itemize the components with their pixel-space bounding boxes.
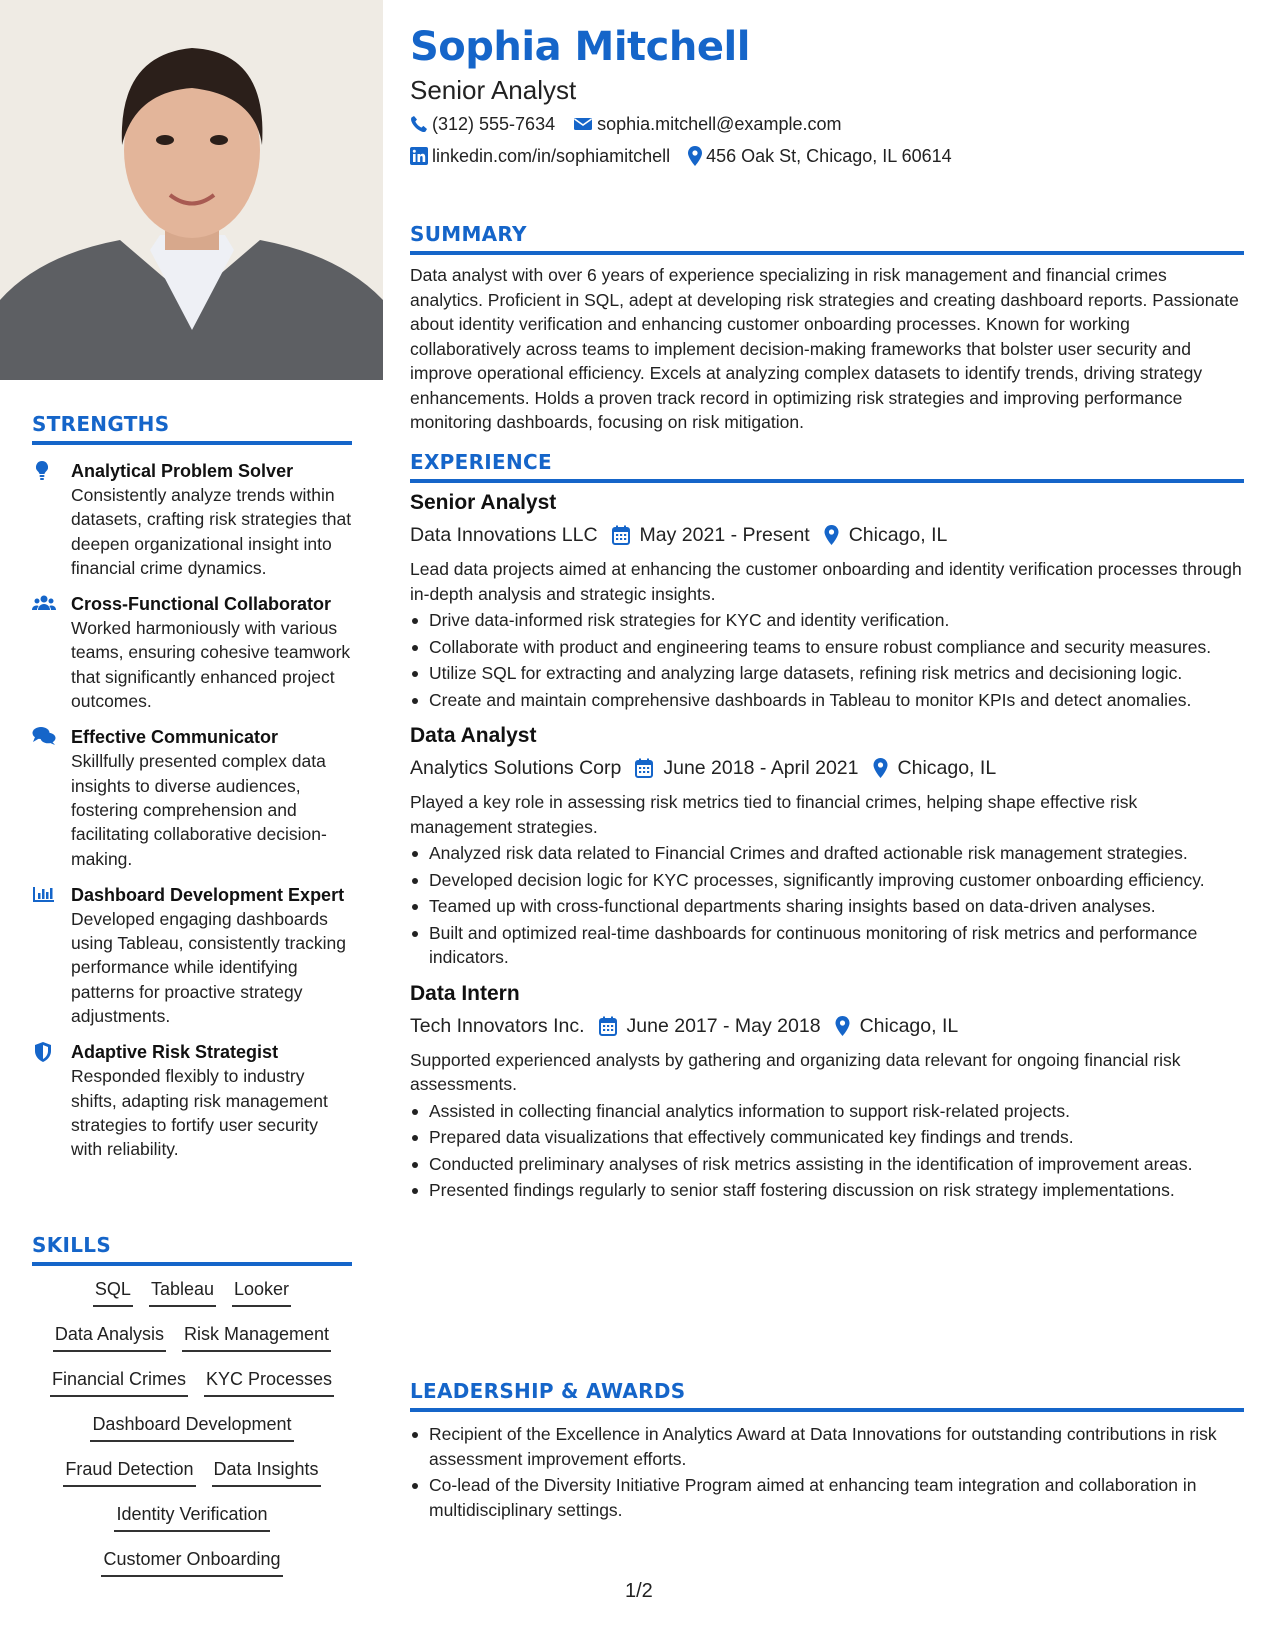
job-description: Lead data projects aimed at enhancing the customer onboarding and identity verification processes through in-depth analysis and strategic insights. — [410, 559, 1242, 604]
job-dates: May 2021 - Present — [639, 524, 810, 546]
strength-item — [32, 1040, 352, 1161]
strength-title: Adaptive Risk Strategist — [71, 1042, 279, 1063]
strength-item — [32, 725, 352, 870]
job-entry — [410, 980, 1244, 1203]
strength-description: Skillfully presented complex data insights to diverse audiences, fostering comprehension and facilitating collaborative decision-making. — [71, 751, 327, 869]
leadership-heading: LEADERSHIP & AWARDS — [410, 1379, 686, 1403]
skill-row — [32, 1368, 352, 1413]
job-title: Senior Analyst — [410, 491, 557, 514]
list-item: Recipient of the Excellence in Analytics Award at Data Innovations for outstanding contributions in risk assessment improvement efforts. — [410, 1422, 1244, 1471]
job-bullets — [410, 841, 1244, 970]
address-text: 456 Oak St, Chicago, IL 60614 — [706, 146, 952, 166]
skill-tag: Customer Onboarding — [101, 1548, 282, 1577]
skill-tag: Looker — [232, 1278, 291, 1307]
skill-tag: Fraud Detection — [63, 1458, 195, 1487]
job-meta — [410, 521, 1244, 549]
strength-description: Developed engaging dashboards using Tableau, consistently tracking performance while identifying patterns for proactive strategy adjustments. — [71, 908, 346, 1027]
skills-list — [32, 1278, 352, 1593]
strength-description: Consistently analyze trends within datasets, crafting risk strategies that deepen organizational insight into financial crime dynamics. — [71, 485, 352, 578]
job-description: Supported experienced analysts by gathering and organizing data relevant for ongoing financial risk assessments. — [410, 1049, 1181, 1094]
calendar-icon — [635, 758, 653, 778]
list-item: Co-lead of the Diversity Initiative Program aimed at enhancing team integration and collaboration in multidisciplinary settings. — [410, 1473, 1244, 1522]
map-pin-icon — [688, 146, 702, 166]
experience-section — [410, 450, 1244, 1203]
list-item: Drive data-informed risk strategies for KYC and identity verification. — [410, 608, 1244, 633]
section-divider — [32, 1262, 352, 1266]
job-dates: June 2018 - April 2021 — [663, 757, 859, 779]
skill-tag: Data Insights — [212, 1458, 321, 1487]
list-item: Presented findings regularly to senior staff fostering discussion on risk strategy implementations. — [410, 1178, 1244, 1203]
experience-heading: EXPERIENCE — [410, 450, 552, 474]
skill-tag: SQL — [93, 1278, 133, 1307]
summary-section — [410, 222, 1244, 435]
job-bullets — [410, 1099, 1244, 1203]
skill-tag: Dashboard Development — [90, 1413, 293, 1442]
linkedin-contact[interactable] — [410, 144, 670, 168]
job-dates: June 2017 - May 2018 — [626, 1014, 821, 1037]
list-item: Analyzed risk data related to Financial Crimes and drafted actionable risk management strategies. — [410, 841, 1244, 866]
skill-tag: Tableau — [149, 1278, 216, 1307]
profile-photo — [0, 0, 383, 380]
job-entry — [410, 489, 1244, 712]
contact-row — [410, 112, 841, 136]
contact-row — [410, 144, 952, 168]
linkedin-text[interactable]: linkedin.com/in/sophiamitchell — [432, 146, 671, 166]
skill-tag: Identity Verification — [114, 1503, 269, 1532]
section-divider — [410, 1408, 1244, 1412]
company-name: Data Innovations LLC — [410, 524, 598, 546]
company-name: Analytics Solutions Corp — [410, 757, 622, 779]
leadership-section — [410, 1379, 1244, 1522]
calendar-icon — [599, 1016, 617, 1036]
strength-item — [32, 883, 352, 1028]
strengths-heading: STRENGTHS — [32, 412, 170, 436]
calendar-icon — [612, 525, 630, 545]
list-item: Built and optimized real-time dashboards for continuous monitoring of risk metrics and performance indicators. — [410, 921, 1244, 970]
email-contact[interactable] — [573, 112, 841, 136]
strength-item — [32, 592, 352, 713]
shield-icon — [32, 1041, 56, 1063]
users-icon — [32, 593, 56, 615]
list-item: Conducted preliminary analyses of risk metrics assisting in the identification of improvement areas. — [410, 1152, 1244, 1177]
list-item: Create and maintain comprehensive dashboards in Tableau to monitor KPIs and detect anomalies. — [410, 688, 1244, 713]
candidate-role: Senior Analyst — [410, 75, 577, 105]
list-item: Teamed up with cross-functional departments sharing insights based on data-driven analyses. — [410, 894, 1244, 919]
bar-chart-icon — [32, 884, 56, 906]
list-item: Utilize SQL for extracting and analyzing large datasets, refining risk metrics and decisioning logic. — [410, 661, 1244, 686]
candidate-name: Sophia Mitchell — [410, 24, 750, 70]
page-number: 1/2 — [625, 1580, 653, 1602]
map-pin-icon — [873, 758, 888, 778]
skills-section — [32, 1233, 352, 1593]
job-meta — [410, 1012, 1244, 1040]
company-name: Tech Innovators Inc. — [410, 1014, 585, 1037]
email-text[interactable]: sophia.mitchell@example.com — [597, 114, 842, 134]
skills-heading: SKILLS — [32, 1233, 112, 1257]
phone-text: (312) 555-7634 — [432, 114, 556, 134]
job-location: Chicago, IL — [848, 524, 948, 546]
list-item: Prepared data visualizations that effectively communicated key findings and trends. — [410, 1125, 1244, 1150]
job-bullets — [410, 608, 1244, 712]
comments-icon — [32, 726, 56, 748]
map-pin-icon — [835, 1016, 850, 1036]
address-contact — [688, 144, 952, 168]
job-entry — [410, 722, 1244, 970]
skill-tag: Risk Management — [182, 1323, 331, 1352]
job-location: Chicago, IL — [897, 757, 997, 779]
leadership-bullets — [410, 1422, 1244, 1522]
skill-row — [32, 1503, 352, 1548]
strength-item — [32, 459, 352, 580]
skill-tag: Data Analysis — [53, 1323, 166, 1352]
linkedin-icon — [410, 147, 428, 165]
skill-row — [32, 1458, 352, 1503]
strength-title: Effective Communicator — [71, 727, 279, 748]
summary-heading: SUMMARY — [410, 222, 527, 246]
list-item: Assisted in collecting financial analytics information to support risk-related projects. — [410, 1099, 1244, 1124]
skill-row — [32, 1323, 352, 1368]
job-title: Data Intern — [410, 981, 520, 1005]
strength-description: Worked harmoniously with various teams, ensuring cohesive teamwork that significantly enhanced project outcomes. — [71, 618, 351, 712]
skill-row — [32, 1413, 352, 1458]
skill-row — [32, 1548, 352, 1593]
envelope-icon — [573, 116, 593, 132]
job-meta — [410, 754, 1244, 782]
skill-row — [32, 1278, 352, 1323]
map-pin-icon — [824, 525, 839, 545]
section-divider — [410, 479, 1244, 483]
strength-title: Dashboard Development Expert — [71, 884, 345, 905]
summary-text: Data analyst with over 6 years of experience specializing in risk management and financial crimes analytics. Proficient in SQL, adept at developing risk strategies and creating dashboard reports. Passionate about identity verification and enhancing customer onboarding processes. Known for working collaboratively across teams to implement decision-making frameworks that bolster user security and improve operational efficiency. Excels at analyzing complex datasets to identify trends, driving strategy enhancements. Holds a proven track record in optimizing risk strategies and improving performance monitoring dashboards, focusing on risk mitigation. — [410, 265, 1239, 432]
list-item: Developed decision logic for KYC processes, significantly improving customer onboarding efficiency. — [410, 868, 1244, 893]
strengths-section — [32, 412, 352, 1162]
skill-tag: KYC Processes — [204, 1368, 334, 1397]
strength-title: Analytical Problem Solver — [71, 461, 294, 481]
job-location: Chicago, IL — [859, 1014, 959, 1037]
list-item: Collaborate with product and engineering teams to ensure robust compliance and security measures. — [410, 635, 1244, 660]
skill-tag: Financial Crimes — [50, 1368, 188, 1397]
lightbulb-icon — [32, 460, 56, 482]
left-column — [0, 0, 383, 1650]
job-description: Played a key role in assessing risk metrics tied to financial crimes, helping shape effective risk management strategies. — [410, 792, 1138, 837]
job-title: Data Analyst — [410, 724, 537, 747]
section-divider — [410, 251, 1244, 255]
strength-description: Responded flexibly to industry shifts, adapting risk management strategies to fortify user security with reliability. — [71, 1066, 328, 1160]
strength-title: Cross-Functional Collaborator — [71, 594, 332, 615]
section-divider — [32, 441, 352, 445]
phone-icon — [410, 115, 428, 133]
phone-contact — [410, 112, 555, 136]
